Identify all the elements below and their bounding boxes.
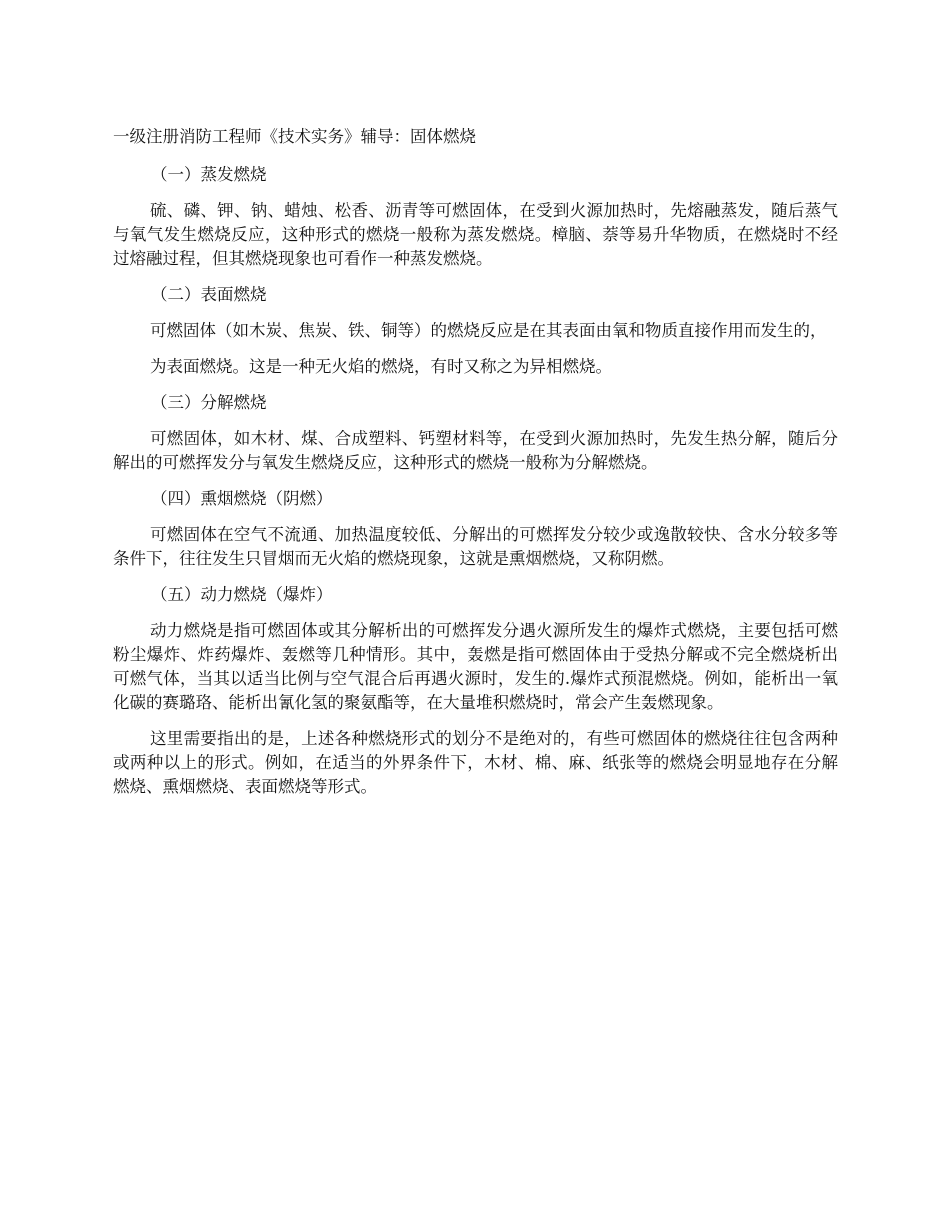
section-heading-smoldering: （四）熏烟燃烧（阴燃）: [151, 489, 333, 508]
section-heading-decomposition: （三）分解燃烧: [151, 393, 267, 412]
paragraph-surface-2: 为表面燃烧。这是一种无火焰的燃烧，有时又称之为异相燃烧。: [150, 357, 612, 376]
document-page: [113, 124, 838, 811]
paragraph-evaporation: 硫、磷、钾、钠、蜡烛、松香、沥青等可燃固体，在受到火源加热时，先熔融蒸发，随后蒸气与氧气发生燃烧反应，这种形式的燃烧一般称为蒸发燃烧。樟脑、萘等易升华物质，在燃烧时不经过熔融过程，但其燃烧现象也可看作一种蒸发燃烧。: [113, 201, 838, 268]
paragraph-dynamic: 动力燃烧是指可燃固体或其分解析出的可燃挥发分遇火源所发生的爆炸式燃烧，主要包括可燃粉尘爆炸、炸药爆炸、轰燃等几种情形。其中，轰燃是指可燃固体由于受热分解或不完全燃烧析出可燃气体，当其以适当比例与空气混合后再遇火源时，发生的.爆炸式预混燃烧。例如，能析出一氧化碳的赛璐珞、能析出氰化氢的聚氨酯等，在大量堆积燃烧时，常会产生轰燃现象。: [113, 621, 838, 712]
paragraph-surface-1: 可燃固体（如木炭、焦炭、铁、铜等）的燃烧反应是在其表面由氧和物质直接作用而发生的，: [150, 321, 827, 340]
paragraph-note: 这里需要指出的是，上述各种燃烧形式的划分不是绝对的，有些可燃固体的燃烧往往包含两种或两种以上的形式。例如，在适当的外界条件下，木材、棉、麻、纸张等的燃烧会明显地存在分解燃烧、熏烟燃烧、表面燃烧等形式。: [113, 729, 838, 796]
section-heading-surface: （二）表面燃烧: [151, 285, 267, 304]
section-heading-evaporation: （一）蒸发燃烧: [151, 165, 267, 184]
document-title: 一级注册消防工程师《技术实务》辅导：固体燃烧: [113, 127, 476, 146]
section-heading-dynamic: （五）动力燃烧（爆炸）: [151, 585, 333, 604]
paragraph-decomposition: 可燃固体，如木材、煤、合成塑料、钙塑材料等，在受到火源加热时，先发生热分解，随后分解出的可燃挥发分与氧发生燃烧反应，这种形式的燃烧一般称为分解燃烧。: [113, 429, 838, 472]
paragraph-smoldering: 可燃固体在空气不流通、加热温度较低、分解出的可燃挥发分较少或逸散较快、含水分较多等条件下，往往发生只冒烟而无火焰的燃烧现象，这就是熏烟燃烧，又称阴燃。: [113, 525, 838, 568]
